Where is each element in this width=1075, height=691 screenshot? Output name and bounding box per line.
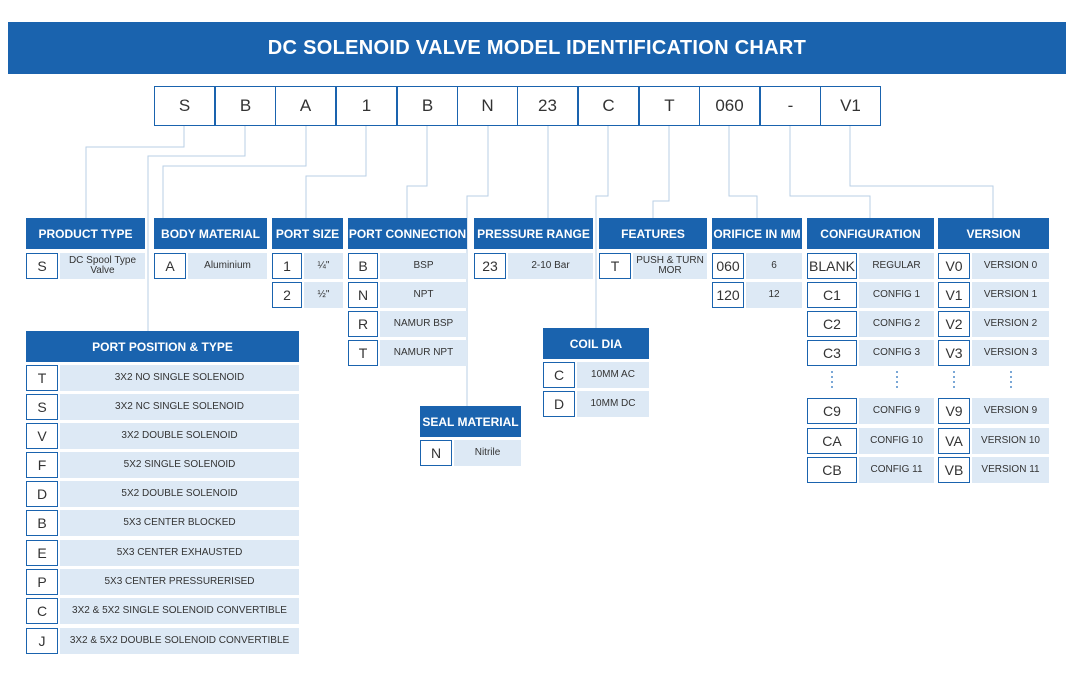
connector-line xyxy=(407,126,427,218)
features-code: T xyxy=(599,253,631,279)
configuration-code: C2 xyxy=(807,311,857,337)
pressure-range-description: 2-10 Bar xyxy=(508,253,593,279)
configuration-description: CONFIG 11 xyxy=(859,457,934,483)
product-type-code: S xyxy=(26,253,58,279)
connector-line xyxy=(850,126,993,218)
port-size-description: ¼" xyxy=(304,253,343,279)
model-code-segment: C xyxy=(578,86,639,126)
model-code-segment: B xyxy=(215,86,276,126)
version-code: V9 xyxy=(938,398,970,424)
port-position-description: 5X3 CENTER BLOCKED xyxy=(60,510,299,536)
version-code: V3 xyxy=(938,340,970,366)
port-size-header: PORT SIZE xyxy=(272,218,343,249)
model-code-segment: 1 xyxy=(336,86,397,126)
pressure-range-header: PRESSURE RANGE xyxy=(474,218,593,249)
orifice-description: 6 xyxy=(746,253,802,279)
configuration-description: CONFIG 3 xyxy=(859,340,934,366)
port-connection-code: N xyxy=(348,282,378,308)
port-position-code: S xyxy=(26,394,58,420)
version-code: V1 xyxy=(938,282,970,308)
orifice-code: 120 xyxy=(712,282,744,308)
port-connection-description: BSP xyxy=(380,253,467,279)
port-connection-code: R xyxy=(348,311,378,337)
version-description: VERSION 11 xyxy=(972,457,1049,483)
features-header: FEATURES xyxy=(599,218,707,249)
configuration-description: REGULAR xyxy=(859,253,934,279)
port-size-code: 1 xyxy=(272,253,302,279)
configuration-code: CB xyxy=(807,457,857,483)
body-material-description: Aluminium xyxy=(188,253,267,279)
configuration-header: CONFIGURATION xyxy=(807,218,934,249)
configuration-code: C9 xyxy=(807,398,857,424)
configuration-code: C3 xyxy=(807,340,857,366)
model-code-segment: 23 xyxy=(517,86,578,126)
ellipsis-dots xyxy=(831,371,833,389)
version-code: V2 xyxy=(938,311,970,337)
configuration-description: CONFIG 1 xyxy=(859,282,934,308)
connector-line xyxy=(729,126,757,218)
port-position-header: PORT POSITION & TYPE xyxy=(26,331,299,362)
model-code-segment: S xyxy=(154,86,215,126)
body-material-code: A xyxy=(154,253,186,279)
coil-dia-code: D xyxy=(543,391,575,417)
features-description: PUSH & TURN MOR xyxy=(633,253,707,279)
port-position-description: 5X2 DOUBLE SOLENOID xyxy=(60,481,299,507)
ellipsis-dots xyxy=(896,371,898,389)
seal-material-code: N xyxy=(420,440,452,466)
version-code: VB xyxy=(938,457,970,483)
model-code-segment: - xyxy=(760,86,821,126)
pressure-range-code: 23 xyxy=(474,253,506,279)
connector-line xyxy=(306,126,366,218)
connector-line xyxy=(790,126,870,218)
version-description: VERSION 9 xyxy=(972,398,1049,424)
port-position-code: V xyxy=(26,423,58,449)
port-position-description: 3X2 & 5X2 DOUBLE SOLENOID CONVERTIBLE xyxy=(60,628,299,654)
coil-dia-description: 10MM AC xyxy=(577,362,649,388)
port-connection-code: B xyxy=(348,253,378,279)
configuration-description: CONFIG 10 xyxy=(859,428,934,454)
configuration-description: CONFIG 2 xyxy=(859,311,934,337)
body-material-header: BODY MATERIAL xyxy=(154,218,267,249)
coil-dia-header: COIL DIA xyxy=(543,328,649,359)
configuration-code: BLANK xyxy=(807,253,857,279)
port-position-description: 3X2 DOUBLE SOLENOID xyxy=(60,423,299,449)
port-size-description: ½" xyxy=(304,282,343,308)
model-code-segment: V1 xyxy=(820,86,881,126)
version-header: VERSION xyxy=(938,218,1049,249)
model-code-segment: A xyxy=(275,86,336,126)
version-code: V0 xyxy=(938,253,970,279)
model-code-segment: 060 xyxy=(699,86,760,126)
orifice-header: ORIFICE IN MM xyxy=(712,218,802,249)
version-description: VERSION 2 xyxy=(972,311,1049,337)
port-connection-description: NPT xyxy=(380,282,467,308)
version-code: VA xyxy=(938,428,970,454)
model-code-segment: T xyxy=(639,86,700,126)
port-position-code: J xyxy=(26,628,58,654)
model-code-segment: B xyxy=(397,86,458,126)
port-position-description: 5X2 SINGLE SOLENOID xyxy=(60,452,299,478)
connector-line xyxy=(86,126,184,218)
coil-dia-description: 10MM DC xyxy=(577,391,649,417)
port-position-code: P xyxy=(26,569,58,595)
configuration-code: CA xyxy=(807,428,857,454)
ellipsis-dots xyxy=(1010,371,1012,389)
seal-material-description: Nitrile xyxy=(454,440,521,466)
port-position-code: T xyxy=(26,365,58,391)
port-size-code: 2 xyxy=(272,282,302,308)
port-position-description: 3X2 & 5X2 SINGLE SOLENOID CONVERTIBLE xyxy=(60,598,299,624)
port-position-description: 5X3 CENTER EXHAUSTED xyxy=(60,540,299,566)
orifice-code: 060 xyxy=(712,253,744,279)
connector-line xyxy=(653,126,669,218)
port-position-code: F xyxy=(26,452,58,478)
port-position-code: D xyxy=(26,481,58,507)
port-position-description: 3X2 NC SINGLE SOLENOID xyxy=(60,394,299,420)
port-connection-description: NAMUR NPT xyxy=(380,340,467,366)
product-type-description: DC Spool Type Valve xyxy=(60,253,145,279)
version-description: VERSION 3 xyxy=(972,340,1049,366)
version-description: VERSION 10 xyxy=(972,428,1049,454)
port-position-code: B xyxy=(26,510,58,536)
configuration-code: C1 xyxy=(807,282,857,308)
chart-title: DC SOLENOID VALVE MODEL IDENTIFICATION CHART xyxy=(267,36,807,59)
version-description: VERSION 0 xyxy=(972,253,1049,279)
product-type-header: PRODUCT TYPE xyxy=(26,218,145,249)
model-code-segment: N xyxy=(457,86,518,126)
port-position-description: 5X3 CENTER PRESSURERISED xyxy=(60,569,299,595)
port-position-code: E xyxy=(26,540,58,566)
port-connection-code: T xyxy=(348,340,378,366)
port-connection-header: PORT CONNECTION xyxy=(348,218,467,249)
port-connection-description: NAMUR BSP xyxy=(380,311,467,337)
version-description: VERSION 1 xyxy=(972,282,1049,308)
configuration-description: CONFIG 9 xyxy=(859,398,934,424)
coil-dia-code: C xyxy=(543,362,575,388)
port-position-code: C xyxy=(26,598,58,624)
orifice-description: 12 xyxy=(746,282,802,308)
port-position-description: 3X2 NO SINGLE SOLENOID xyxy=(60,365,299,391)
seal-material-header: SEAL MATERIAL xyxy=(420,406,521,437)
ellipsis-dots xyxy=(953,371,955,389)
